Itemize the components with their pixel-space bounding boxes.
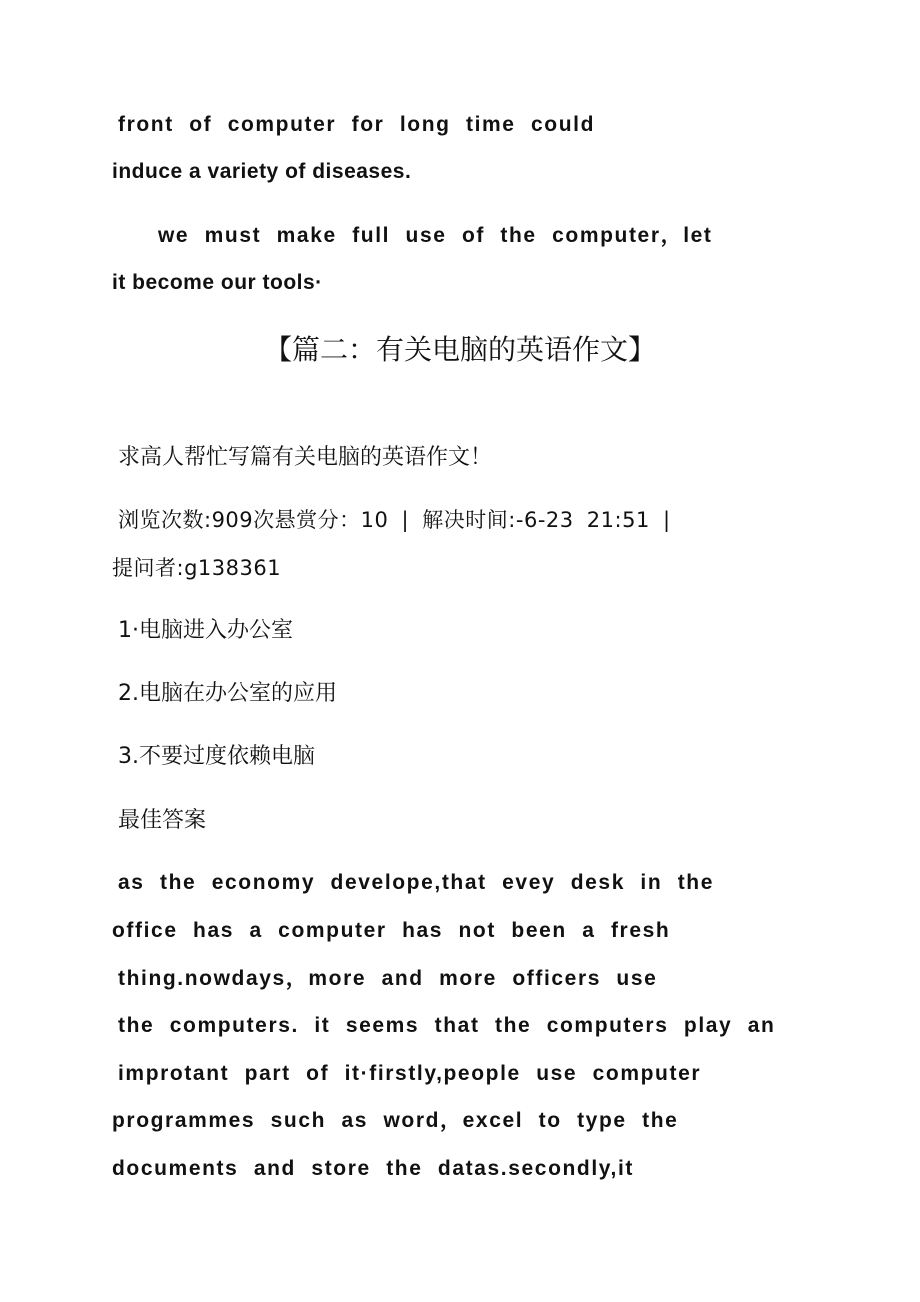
answer-line: office has a computer has not been a fresh bbox=[112, 919, 671, 942]
answer-line: as the economy develope,that evey desk in the bbox=[118, 871, 714, 894]
question-point-2: 2.电脑在办公室的应用 bbox=[118, 681, 337, 706]
question-meta: 浏览次数:909次悬赏分：10 | 解决时间:-6-23 21:51 | bbox=[118, 508, 671, 532]
question-point-1: 1·电脑进入办公室 bbox=[118, 618, 293, 643]
essay-line-2: induce a variety of diseases. bbox=[112, 160, 412, 183]
essay-line-1: front of computer for long time could bbox=[118, 113, 596, 136]
answer-line: the computers. it seems that the computers play an bbox=[118, 1014, 776, 1037]
question-point-3: 3.不要过度依赖电脑 bbox=[118, 744, 315, 769]
essay-line-3: we must make full use of the computer，let bbox=[158, 224, 713, 247]
section-title: 【篇二：有关电脑的英语作文】 bbox=[263, 333, 656, 366]
question-asker: 提问者:g138361 bbox=[112, 556, 282, 580]
answer-line: thing.nowdays，more and more officers use bbox=[118, 967, 658, 990]
answer-line: documents and store the datas.secondly,it bbox=[112, 1157, 634, 1180]
answer-line: improtant part of it·firstly,people use computer bbox=[118, 1062, 702, 1085]
question-title: 求高人帮忙写篇有关电脑的英语作文！ bbox=[118, 445, 493, 470]
answer-line: programmes such as word，excel to type the bbox=[112, 1109, 679, 1132]
best-answer-label: 最佳答案 bbox=[118, 808, 207, 833]
essay-line-4: it become our tools· bbox=[112, 271, 323, 294]
